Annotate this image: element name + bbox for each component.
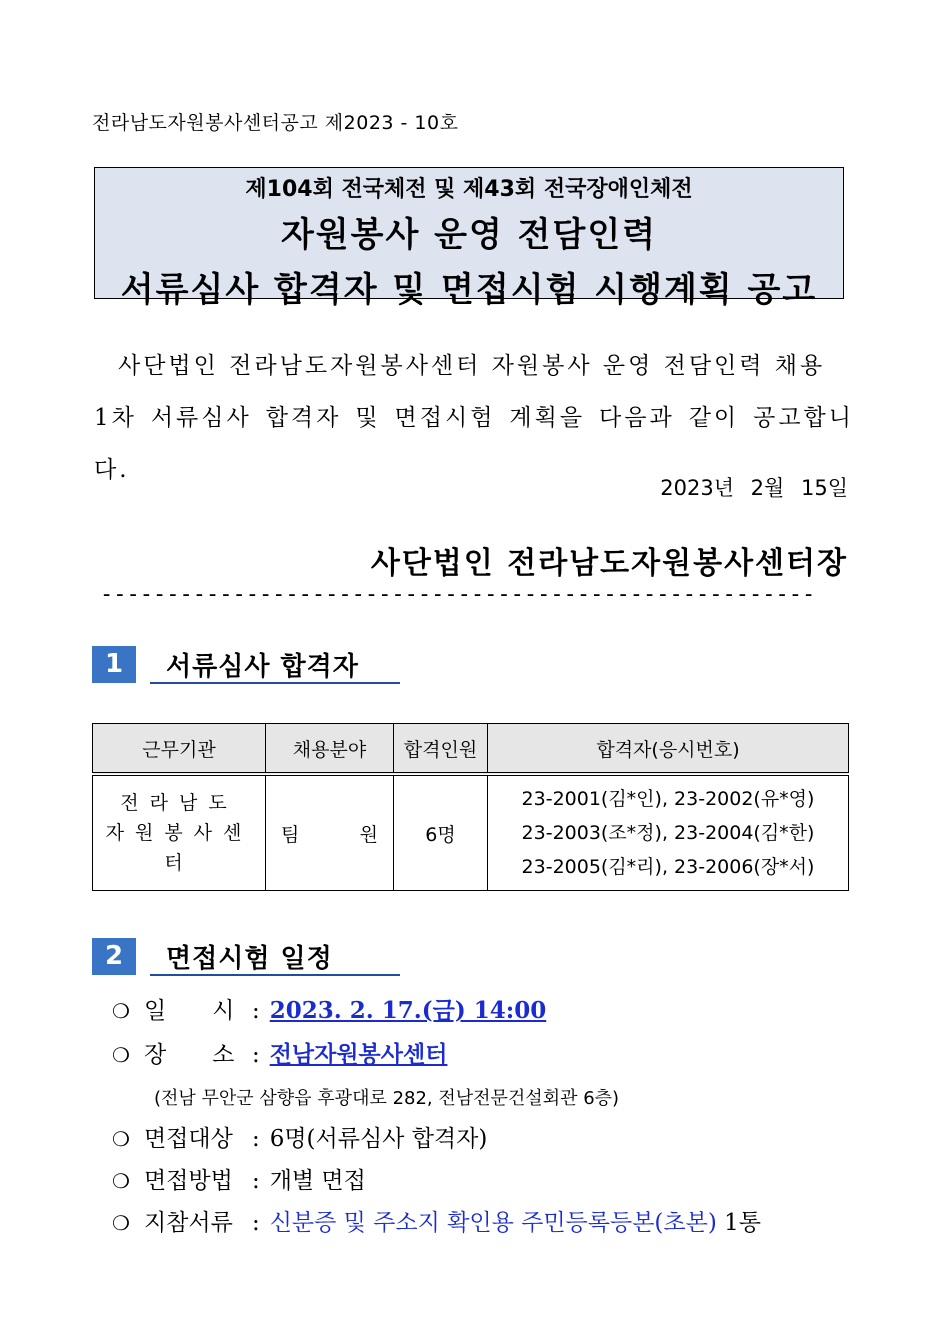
circle-bullet-icon: ❍ — [112, 1211, 130, 1235]
list-item: ❍ 면접방법 : 개별 면접 — [112, 1162, 366, 1195]
method-label: 면접방법 — [143, 1168, 233, 1194]
header-field: 채용분야 — [266, 724, 394, 775]
section-2-number: 2 — [92, 938, 136, 975]
section-2-title: 면접시험 일정 — [166, 944, 333, 974]
target-label: 면접대상 — [143, 1126, 233, 1152]
cell-passers — [488, 774, 849, 891]
list-item: ❍ 일 시 : 2023. 2. 17.(금) 14:00 — [112, 992, 546, 1025]
notice-number: 전라남도자원봉사센터공고 제2023 - 10호 — [92, 112, 459, 134]
target-value: 6명(서류심사 합격자) — [269, 1126, 488, 1152]
datetime-label: 일 시 — [143, 998, 235, 1024]
cell-field — [266, 774, 394, 891]
section-1-title: 서류심사 합격자 — [166, 652, 359, 682]
field-right: 원 — [359, 823, 378, 846]
list-item: ❍ 장 소 : 전남자원봉사센터 — [112, 1036, 447, 1069]
header-passers: 합격자(응시번호) — [488, 724, 849, 775]
place-value: 전남자원봉사센터 — [269, 1041, 448, 1068]
place-address: (전남 무안군 삼향읍 후광대로 282, 전남전문건설회관 6층) — [154, 1088, 620, 1109]
passer-line-2: 23-2003(조*정), 23-2004(김*한) — [521, 822, 815, 844]
passers-table — [92, 723, 849, 891]
circle-bullet-icon: ❍ — [112, 999, 130, 1023]
table-row — [93, 774, 849, 891]
signer: 사단법인 전라남도자원봉사센터장 — [370, 546, 848, 581]
cell-org — [93, 774, 266, 891]
title-box — [94, 167, 844, 310]
section-1-number: 1 — [92, 646, 136, 683]
title-line-3: 서류심사 합격자 및 면접시험 시행계획 공고 — [120, 270, 818, 310]
place-label: 장 소 — [143, 1042, 235, 1068]
section-1-underline — [150, 682, 400, 684]
section-2-underline — [150, 974, 400, 976]
intro-line-1: 사단법인 전라남도자원봉사센터 자원봉사 운영 전담인력 채용 — [118, 353, 826, 379]
header-org: 근무기관 — [93, 724, 266, 775]
table-header-row — [93, 724, 849, 775]
intro-line-2: 1차 서류심사 합격자 및 면접시험 계획을 다음과 같이 공고합니다. — [94, 405, 854, 483]
cell-count: 6명 — [394, 774, 488, 891]
passer-line-3: 23-2005(김*리), 23-2006(장*서) — [521, 856, 815, 878]
org-line-2: 자원봉사센터 — [105, 822, 253, 874]
announcement-date: 2023년 2월 15일 — [660, 476, 848, 500]
circle-bullet-icon: ❍ — [112, 1127, 130, 1151]
list-item: ❍ 면접대상 : 6명(서류심사 합격자) — [112, 1120, 487, 1153]
method-value: 개별 면접 — [269, 1168, 366, 1194]
circle-bullet-icon: ❍ — [112, 1043, 130, 1067]
header-count: 합격인원 — [394, 724, 488, 775]
title-line-1: 제104회 전국체전 및 제43회 전국장애인체전 — [245, 177, 693, 202]
docs-suffix: 1통 — [724, 1210, 761, 1236]
datetime-value: 2023. 2. 17.(금) 14:00 — [269, 997, 547, 1024]
list-item: ❍ 지참서류 : 신분증 및 주소지 확인용 주민등록등본(초본) 1통 — [112, 1204, 761, 1237]
passer-line-1: 23-2001(김*인), 23-2002(유*영) — [521, 788, 815, 810]
field-left: 팀 — [281, 823, 300, 846]
docs-value: 신분증 및 주소지 확인용 주민등록등본(초본) — [269, 1210, 717, 1236]
title-line-2: 자원봉사 운영 전담인력 — [280, 215, 658, 255]
docs-label: 지참서류 — [143, 1210, 233, 1236]
divider-line: ------------------------------------------------------ — [100, 582, 816, 607]
org-line-1: 전라남도 — [120, 792, 238, 814]
circle-bullet-icon: ❍ — [112, 1169, 130, 1193]
